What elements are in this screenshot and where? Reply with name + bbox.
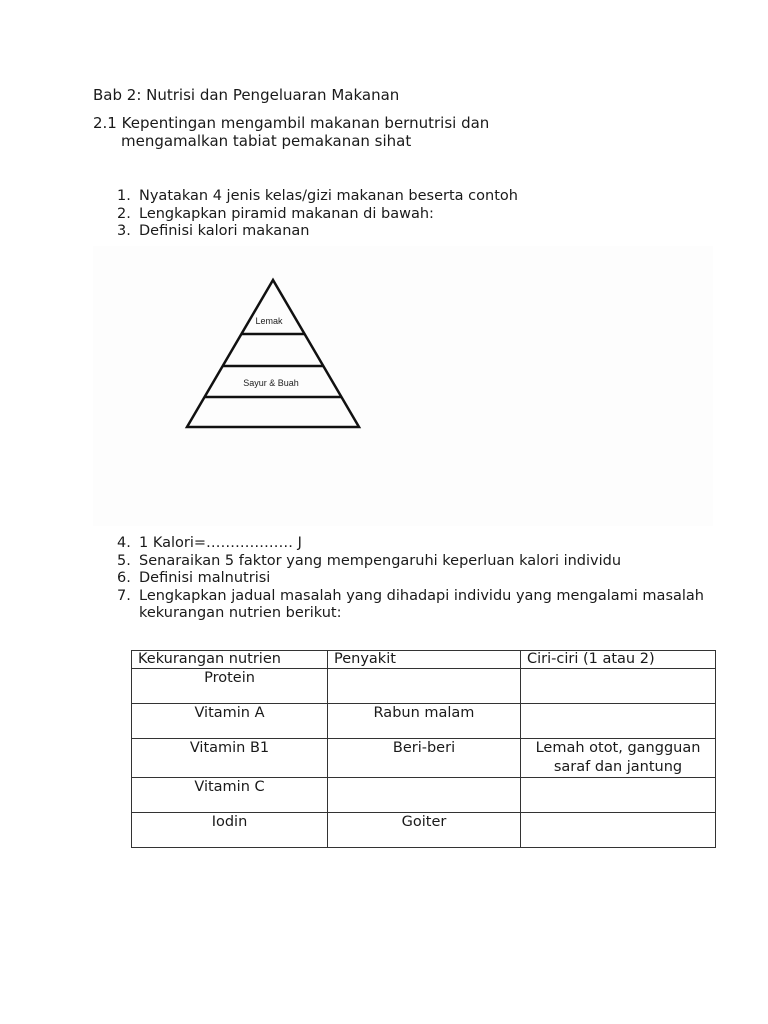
- table-header-cell: Ciri-ciri (1 atau 2): [521, 651, 716, 669]
- table-header-cell: Kekurangan nutrien: [132, 651, 328, 669]
- question-item: [117, 223, 717, 241]
- question-item: [117, 553, 717, 571]
- nutrient-deficiency-table: [131, 650, 716, 848]
- question-item: [117, 206, 717, 224]
- pyramid-label-sayur-buah: Sayur & Buah: [243, 378, 299, 388]
- question-text: 1 Kalori=……………… J: [139, 535, 302, 551]
- question-number: 5.: [117, 552, 131, 569]
- table-row: [132, 704, 716, 739]
- question-number: 3.: [117, 223, 131, 239]
- table-cell: [521, 813, 716, 848]
- pyramid-label-lemak: Lemak: [255, 316, 283, 326]
- table-cell: [328, 778, 521, 813]
- table-cell: Goiter: [328, 813, 521, 848]
- table-cell: Vitamin A: [132, 704, 328, 739]
- table-cell: [521, 704, 716, 739]
- table-cell: Beri-beri: [328, 739, 521, 778]
- table-header-cell: Penyakit: [328, 651, 521, 669]
- question-text: Lengkapkan jadual masalah yang dihadapi individu yang mengalami masalah kekurangan nutrien berikut:: [139, 587, 704, 621]
- section-title: [93, 114, 613, 150]
- question-number: 4.: [117, 535, 131, 551]
- question-text: Definisi kalori makanan: [139, 223, 310, 239]
- table-cell: [328, 669, 521, 704]
- chapter-title: Bab 2: Nutrisi dan Pengeluaran Makanan: [93, 86, 400, 104]
- question-text: Lengkapkan piramid makanan di bawah:: [139, 205, 434, 222]
- question-item: [117, 570, 717, 588]
- question-number: 1.: [117, 188, 131, 204]
- question-list-part-1: [117, 188, 717, 241]
- question-text: Senaraikan 5 faktor yang mempengaruhi keperluan kalori individu: [139, 552, 622, 569]
- pyramid-outline: [187, 280, 359, 427]
- question-item: [117, 535, 717, 553]
- question-number: 2.: [117, 205, 131, 222]
- question-item: [117, 588, 717, 623]
- question-list-part-2: [117, 535, 717, 623]
- question-item: [117, 188, 717, 206]
- table-cell: [521, 778, 716, 813]
- section-title-line-2: mengamalkan tabiat pemakanan sihat: [121, 132, 412, 150]
- question-text: Nyatakan 4 jenis kelas/gizi makanan beserta contoh: [139, 188, 518, 204]
- table-row: [132, 739, 716, 778]
- section-title-line-1: 2.1 Kepentingan mengambil makanan bernutrisi dan: [93, 114, 490, 132]
- table-cell: Iodin: [132, 813, 328, 848]
- table-cell: Lemah otot, gangguan saraf dan jantung: [521, 739, 716, 778]
- table-header-row: [132, 651, 716, 669]
- question-text: Definisi malnutrisi: [139, 570, 271, 586]
- question-number: 7.: [117, 587, 131, 604]
- table-cell: [521, 669, 716, 704]
- food-pyramid-diagram: [93, 250, 393, 450]
- table-cell: Protein: [132, 669, 328, 704]
- table-row: [132, 669, 716, 704]
- table-row: [132, 813, 716, 848]
- table-cell: Rabun malam: [328, 704, 521, 739]
- table-cell: Vitamin C: [132, 778, 328, 813]
- table-cell: Vitamin B1: [132, 739, 328, 778]
- table-row: [132, 778, 716, 813]
- question-number: 6.: [117, 570, 131, 586]
